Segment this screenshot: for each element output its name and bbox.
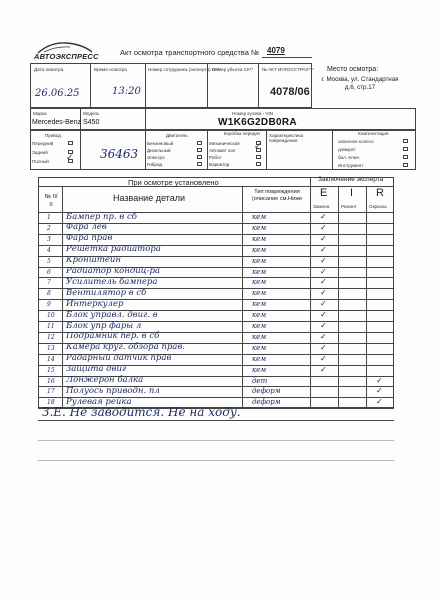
row-part-name: Интеркулер <box>66 298 124 309</box>
brand-value: Mercedes-Benz <box>32 119 82 126</box>
row-damage-type: дет <box>252 376 268 385</box>
row-part-name: Решетка радиатора <box>66 244 161 255</box>
drive-full-tick: ✓ <box>66 153 74 163</box>
row-check-e: ✓ <box>320 353 327 363</box>
date-label: Дата осмотра <box>34 67 64 72</box>
col-e-sub: Замена <box>313 204 330 209</box>
time-value: 13:20 <box>112 86 141 97</box>
row-number: 6 <box>47 268 51 276</box>
row-damage-type: кем <box>252 332 267 341</box>
row-part-name: Камера круг. обзора прав. <box>66 342 185 353</box>
row-damage-type: кем <box>252 354 267 363</box>
row-check-e: ✓ <box>320 255 327 265</box>
damage-char-label: Характеристика повреждения <box>269 133 304 143</box>
title-underline <box>262 57 312 58</box>
gearbox-robot-checkbox[interactable] <box>256 155 261 159</box>
engine-label: Двигатель <box>166 133 188 138</box>
row-part-name: Усилитель бампера <box>66 276 158 287</box>
row-part-name: Радиатор кондиц-ра <box>66 266 161 276</box>
row-damage-type: деформ <box>252 398 281 407</box>
engine-petrol-checkbox[interactable] <box>197 141 202 145</box>
row-number: 18 <box>47 399 55 407</box>
drive-option-rear: Задний <box>32 150 48 155</box>
vin-label: Номер кузова - VIN <box>232 111 274 116</box>
drive-label: Привод <box>45 133 61 138</box>
row-damage-type: кем <box>252 322 267 330</box>
place-label: Место осмотра: <box>327 66 379 73</box>
engine-option-diesel: Дизельный <box>147 148 171 153</box>
drive-option-front: Передний <box>32 141 54 146</box>
kit-option-tools: Инструмент <box>338 163 364 168</box>
row-number: 15 <box>47 366 55 374</box>
row-damage-type: кем <box>252 256 267 265</box>
row-check-e: ✓ <box>320 342 327 352</box>
kit-wrench-checkbox[interactable] <box>403 155 408 159</box>
row-number: 7 <box>47 279 51 287</box>
col-part-header: Название детали <box>113 193 185 203</box>
gearbox-option-cvt: Вариатор <box>209 162 230 167</box>
row-number: 16 <box>47 377 55 385</box>
row-damage-type: кем <box>252 278 267 287</box>
row-check-e: ✓ <box>320 244 327 254</box>
row-damage-type: кем <box>252 245 267 254</box>
row-part-name: Фара лев <box>66 222 107 233</box>
row-damage-type: кем <box>252 234 267 243</box>
row-damage-type: кем <box>252 343 267 352</box>
col-r-sub: Окраска <box>369 204 387 209</box>
row-check-e: ✓ <box>320 266 327 276</box>
loss-number-label: Номер убытка СК** <box>212 67 254 72</box>
kit-option-spare: запасное колесо <box>338 139 374 144</box>
row-number: 13 <box>47 344 55 352</box>
engine-hybrid-checkbox[interactable] <box>197 162 202 166</box>
row-part-name: Подрамник пер. в сб <box>66 331 160 342</box>
gearbox-option-auto: Автомат кол <box>209 148 236 153</box>
gearbox-auto-tick: ✓ <box>254 142 262 152</box>
expert-label: Номер сотрудника (эксперта) СК* <box>148 67 220 72</box>
engine-electric-checkbox[interactable] <box>197 155 202 159</box>
act-title: Акт осмотра транспортного средства № <box>120 48 260 57</box>
row-number: 10 <box>47 312 55 320</box>
gearbox-label: Коробка передач <box>223 131 261 136</box>
row-number: 1 <box>47 214 51 221</box>
gearbox-option-robot: Робот <box>209 155 222 160</box>
row-check-e: ✓ <box>320 288 327 298</box>
row-check-e: ✓ <box>320 331 327 341</box>
row-number: 11 <box>47 323 55 330</box>
row-check-e: ✓ <box>320 321 327 330</box>
engine-diesel-checkbox[interactable] <box>197 148 202 152</box>
row-damage-type: кем <box>252 365 267 374</box>
row-part-name: Блок упр фары л <box>66 320 142 331</box>
row-check-e: ✓ <box>320 277 327 287</box>
row-check-e: ✓ <box>320 222 327 232</box>
row-check-e: ✓ <box>320 364 327 374</box>
company-logo <box>30 40 100 62</box>
col-i-header: I <box>350 187 354 199</box>
row-number: 3 <box>47 235 51 243</box>
row-part-name: Бампер пр. в сб <box>66 211 137 222</box>
row-number: 14 <box>47 355 55 363</box>
row-number: 2 <box>47 224 51 232</box>
row-number: 5 <box>47 257 51 265</box>
col-e-header: E <box>320 187 328 199</box>
gearbox-option-manual: Механическая <box>209 141 240 146</box>
engine-option-hybrid: Гибрид <box>147 162 163 167</box>
kit-tools-checkbox[interactable] <box>403 163 408 167</box>
row-damage-type: кем <box>252 300 267 309</box>
row-part-name: Кронштейн <box>66 255 121 266</box>
model-label: Модель <box>83 111 100 116</box>
row-damage-type: кем <box>252 311 267 320</box>
row-part-name: Лонжерон балка <box>66 375 144 385</box>
row-part-name: Блок управл. двиг. в <box>66 309 158 320</box>
kit-option-jack: домкрат <box>338 147 356 152</box>
row-part-name: Фара прав <box>66 233 113 244</box>
row-check-e: ✓ <box>320 299 327 309</box>
row-check-r: ✓ <box>376 375 383 385</box>
row-check-e: ✓ <box>320 310 327 320</box>
inspection-note: З.Е. Не заводится. Не на ходу. <box>42 405 241 419</box>
row-part-name: Защита двиг <box>66 364 127 375</box>
row-number: 9 <box>47 301 51 309</box>
number-value: 4078/06 <box>270 86 310 98</box>
model-value: S450 <box>83 119 100 126</box>
logo-text: АВТОЭКСПРЕСС <box>34 52 99 61</box>
row-part-name: Радарный датчик прав <box>66 353 172 364</box>
col-i-sub: Ремонт <box>341 204 357 209</box>
time-label: Время осмотра <box>94 67 127 72</box>
row-number: 17 <box>47 388 55 396</box>
kit-label: Комплектация <box>358 131 389 136</box>
row-check-e: ✓ <box>320 233 327 243</box>
kit-jack-checkbox[interactable] <box>403 147 408 151</box>
col-num-header: № п/п <box>44 194 58 208</box>
kit-spare-checkbox[interactable] <box>403 139 408 143</box>
drive-option-full: Полный <box>32 159 49 164</box>
vin-value: W1K6G2DB0RA <box>218 117 297 128</box>
row-part-name: Полуось приводн. пл <box>66 385 160 396</box>
row-check-r: ✓ <box>376 386 383 396</box>
mileage-value: 36463 <box>100 147 139 161</box>
ingosstrakh-label: № АКТ ИНГОССТРАХ*** <box>262 67 314 72</box>
row-number: 8 <box>47 290 51 298</box>
row-number: 12 <box>47 333 55 341</box>
row-damage-type: кем <box>252 289 267 298</box>
row-check-r: ✓ <box>376 397 383 407</box>
row-damage-type: кем <box>252 223 267 232</box>
row-part-name: Вентилятор в сб <box>66 287 147 298</box>
col-r-header: R <box>376 187 384 199</box>
gearbox-cvt-checkbox[interactable] <box>256 162 261 166</box>
row-damage-type: кем <box>252 213 267 221</box>
findings-title: При осмотре установлено <box>128 178 219 187</box>
row-damage-type: деформ <box>252 387 281 396</box>
brand-label: Марка <box>33 111 47 116</box>
act-number: 4079 <box>267 46 285 55</box>
kit-option-wrench: бал. Ключ <box>338 155 360 160</box>
row-check-e: ✓ <box>320 212 327 221</box>
row-number: 4 <box>47 246 51 254</box>
expert-conclusion-title: Заключение эксперта <box>318 176 384 183</box>
date-value: 26.06.25 <box>35 88 80 99</box>
col-type-header: Тип повреждения (описание см.Ниже <box>251 189 303 202</box>
engine-option-electric: Электро <box>147 155 165 160</box>
place-value: г. Москва, ул. Стандартная д.6, стр.17 <box>321 76 399 91</box>
drive-front-checkbox[interactable] <box>68 141 73 145</box>
row-part-name: Рулевая рейка <box>66 396 132 407</box>
engine-option-petrol: Бензиновый <box>147 141 174 146</box>
row-damage-type: кем <box>252 267 267 276</box>
